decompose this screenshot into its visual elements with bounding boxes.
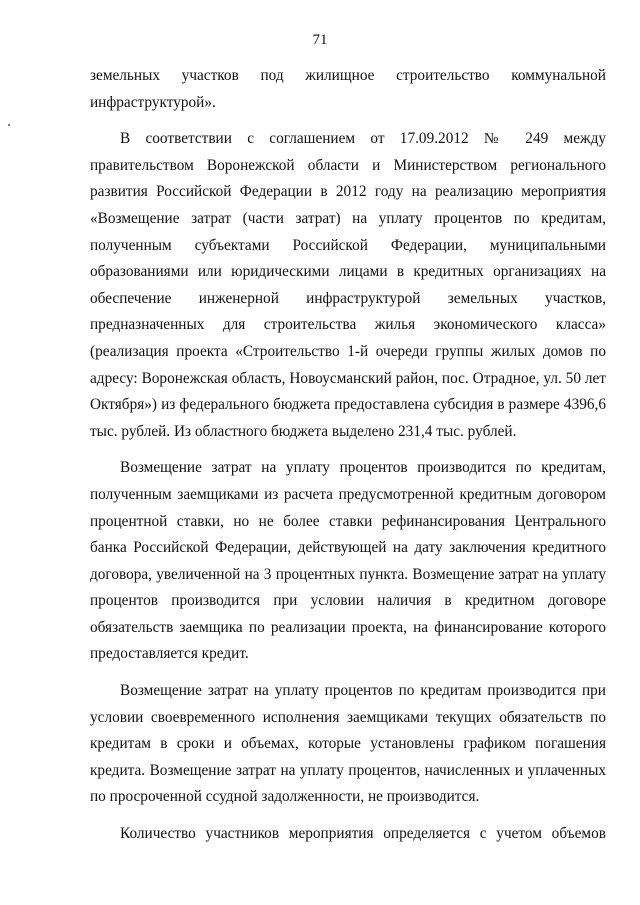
document-body — [90, 63, 606, 848]
paragraph-participants: Количество участников мероприятия определяется с учетом объемов — [120, 825, 606, 843]
paragraph-continuation: земельных участков под жилищное строительство коммунальной инфраструктурой». — [90, 67, 606, 111]
paragraph-agreement: В соответствии с соглашением от 17.09.2012 № 249 между правительством Воронежской области и Министерством регионального развития Российской Федерации в 2012 году на реализацию мероприятия «Возмещение затрат (части затрат) на уплату процентов по кредитам, полученным субъектами Российской Федерации, муниципальными образованиями или юридическими лицами в кредитных организациях на обеспечение инженерной инфраструктурой земельных участков, предназначенных для строительства жилья экономического класса» (реализация проекта «Строительство 1-й очереди группы жилых домов по адресу: Воронежская область, Новоусманский район, пос. Отрадное, ул. 50 лет Октября») из федерального бюджета предоставлена субсидия в размере 4396,6 тыс. рублей. Из областного бюджета выделено 231,4 тыс. рублей. — [90, 130, 606, 440]
paragraph-conditions: Возмещение затрат на уплату процентов по кредитам производится при условии своевременного исполнения заемщиками текущих обязательств по кредитам в сроки и объемах, которые установлены графиком погашения кредита. Возмещение затрат на уплату процентов, начисленных и уплаченных по просроченной ссудной задолженности, не производится. — [90, 682, 606, 806]
scan-speck — [8, 124, 10, 126]
paragraph-interest-compensation: Возмещение затрат на уплату процентов производится по кредитам, полученным заемщиками из расчета предусмотренной кредитным договором процентной ставки, но не более ставки рефинансирования Центрального банка Российской Федерации, действующей на дату заключения кредитного договора, увеличенной на 3 процентных пункта. Возмещение затрат на уплату процентов производится при условии наличия в кредитном договоре обязательств заемщика по реализации проекта, на финансирование которого предоставляется кредит. — [90, 459, 606, 663]
page-number: 71 — [312, 32, 328, 48]
